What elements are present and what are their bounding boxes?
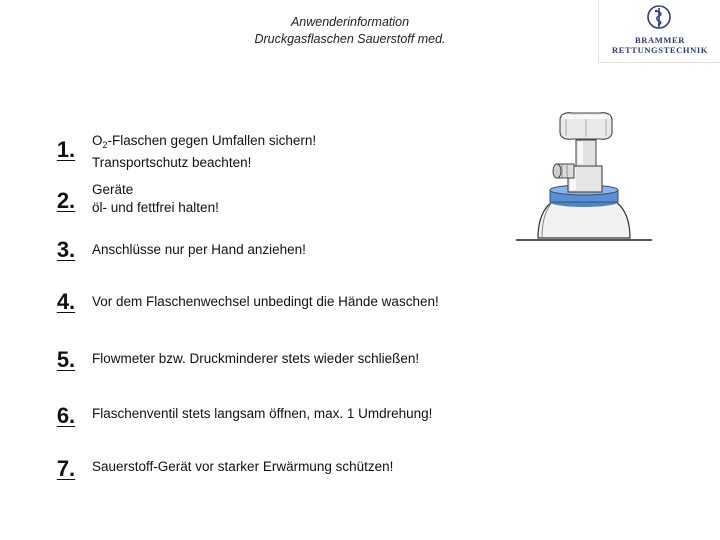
rule-text-7: Sauerstoff-Gerät vor starker Erwärmung schützen!	[92, 459, 394, 474]
header-title: Anwenderinformation	[290, 15, 410, 29]
rule-1-line-2: Transportschutz beachten!	[92, 155, 252, 170]
oxygen-cylinder-valve-icon	[516, 106, 652, 244]
rule-number-6: 6.	[56, 403, 76, 428]
rule-text-4: Vor dem Flaschenwechsel unbedingt die Hände waschen!	[92, 294, 439, 309]
header-subtitle: Druckgasflaschen Sauerstoff med.	[254, 32, 446, 46]
rule-2-line-2: öl- und fettfrei halten!	[92, 200, 219, 215]
rule-number-1: 1.	[56, 137, 76, 162]
rule-text-1	[92, 132, 316, 172]
rule-number-3: 3.	[56, 237, 76, 262]
rule-text-6: Flaschenventil stets langsam öffnen, max. 1 Umdrehung!	[92, 406, 433, 421]
logo-name: BRAMMER	[635, 35, 685, 45]
rule-text-5: Flowmeter bzw. Druckminderer stets wieder schließen!	[92, 351, 420, 366]
rule-number-4: 4.	[56, 289, 76, 314]
rule-number-5: 5.	[56, 347, 76, 372]
brand-logo	[598, 0, 720, 63]
document-header	[200, 14, 500, 48]
rule-1-line-1: $O_2$-Flaschen gegen Umfallen sichern!	[92, 133, 317, 150]
aesculapius-staff-icon	[647, 4, 671, 30]
rule-text-2	[92, 181, 219, 217]
logo-subtitle: RETTUNGSTECHNIK	[612, 45, 708, 55]
rule-text-3: Anschlüsse nur per Hand anziehen!	[92, 242, 306, 257]
rule-number-7: 7.	[56, 456, 76, 481]
rule-2-line-1: Geräte	[92, 182, 134, 197]
rule-number-2: 2.	[56, 188, 76, 213]
